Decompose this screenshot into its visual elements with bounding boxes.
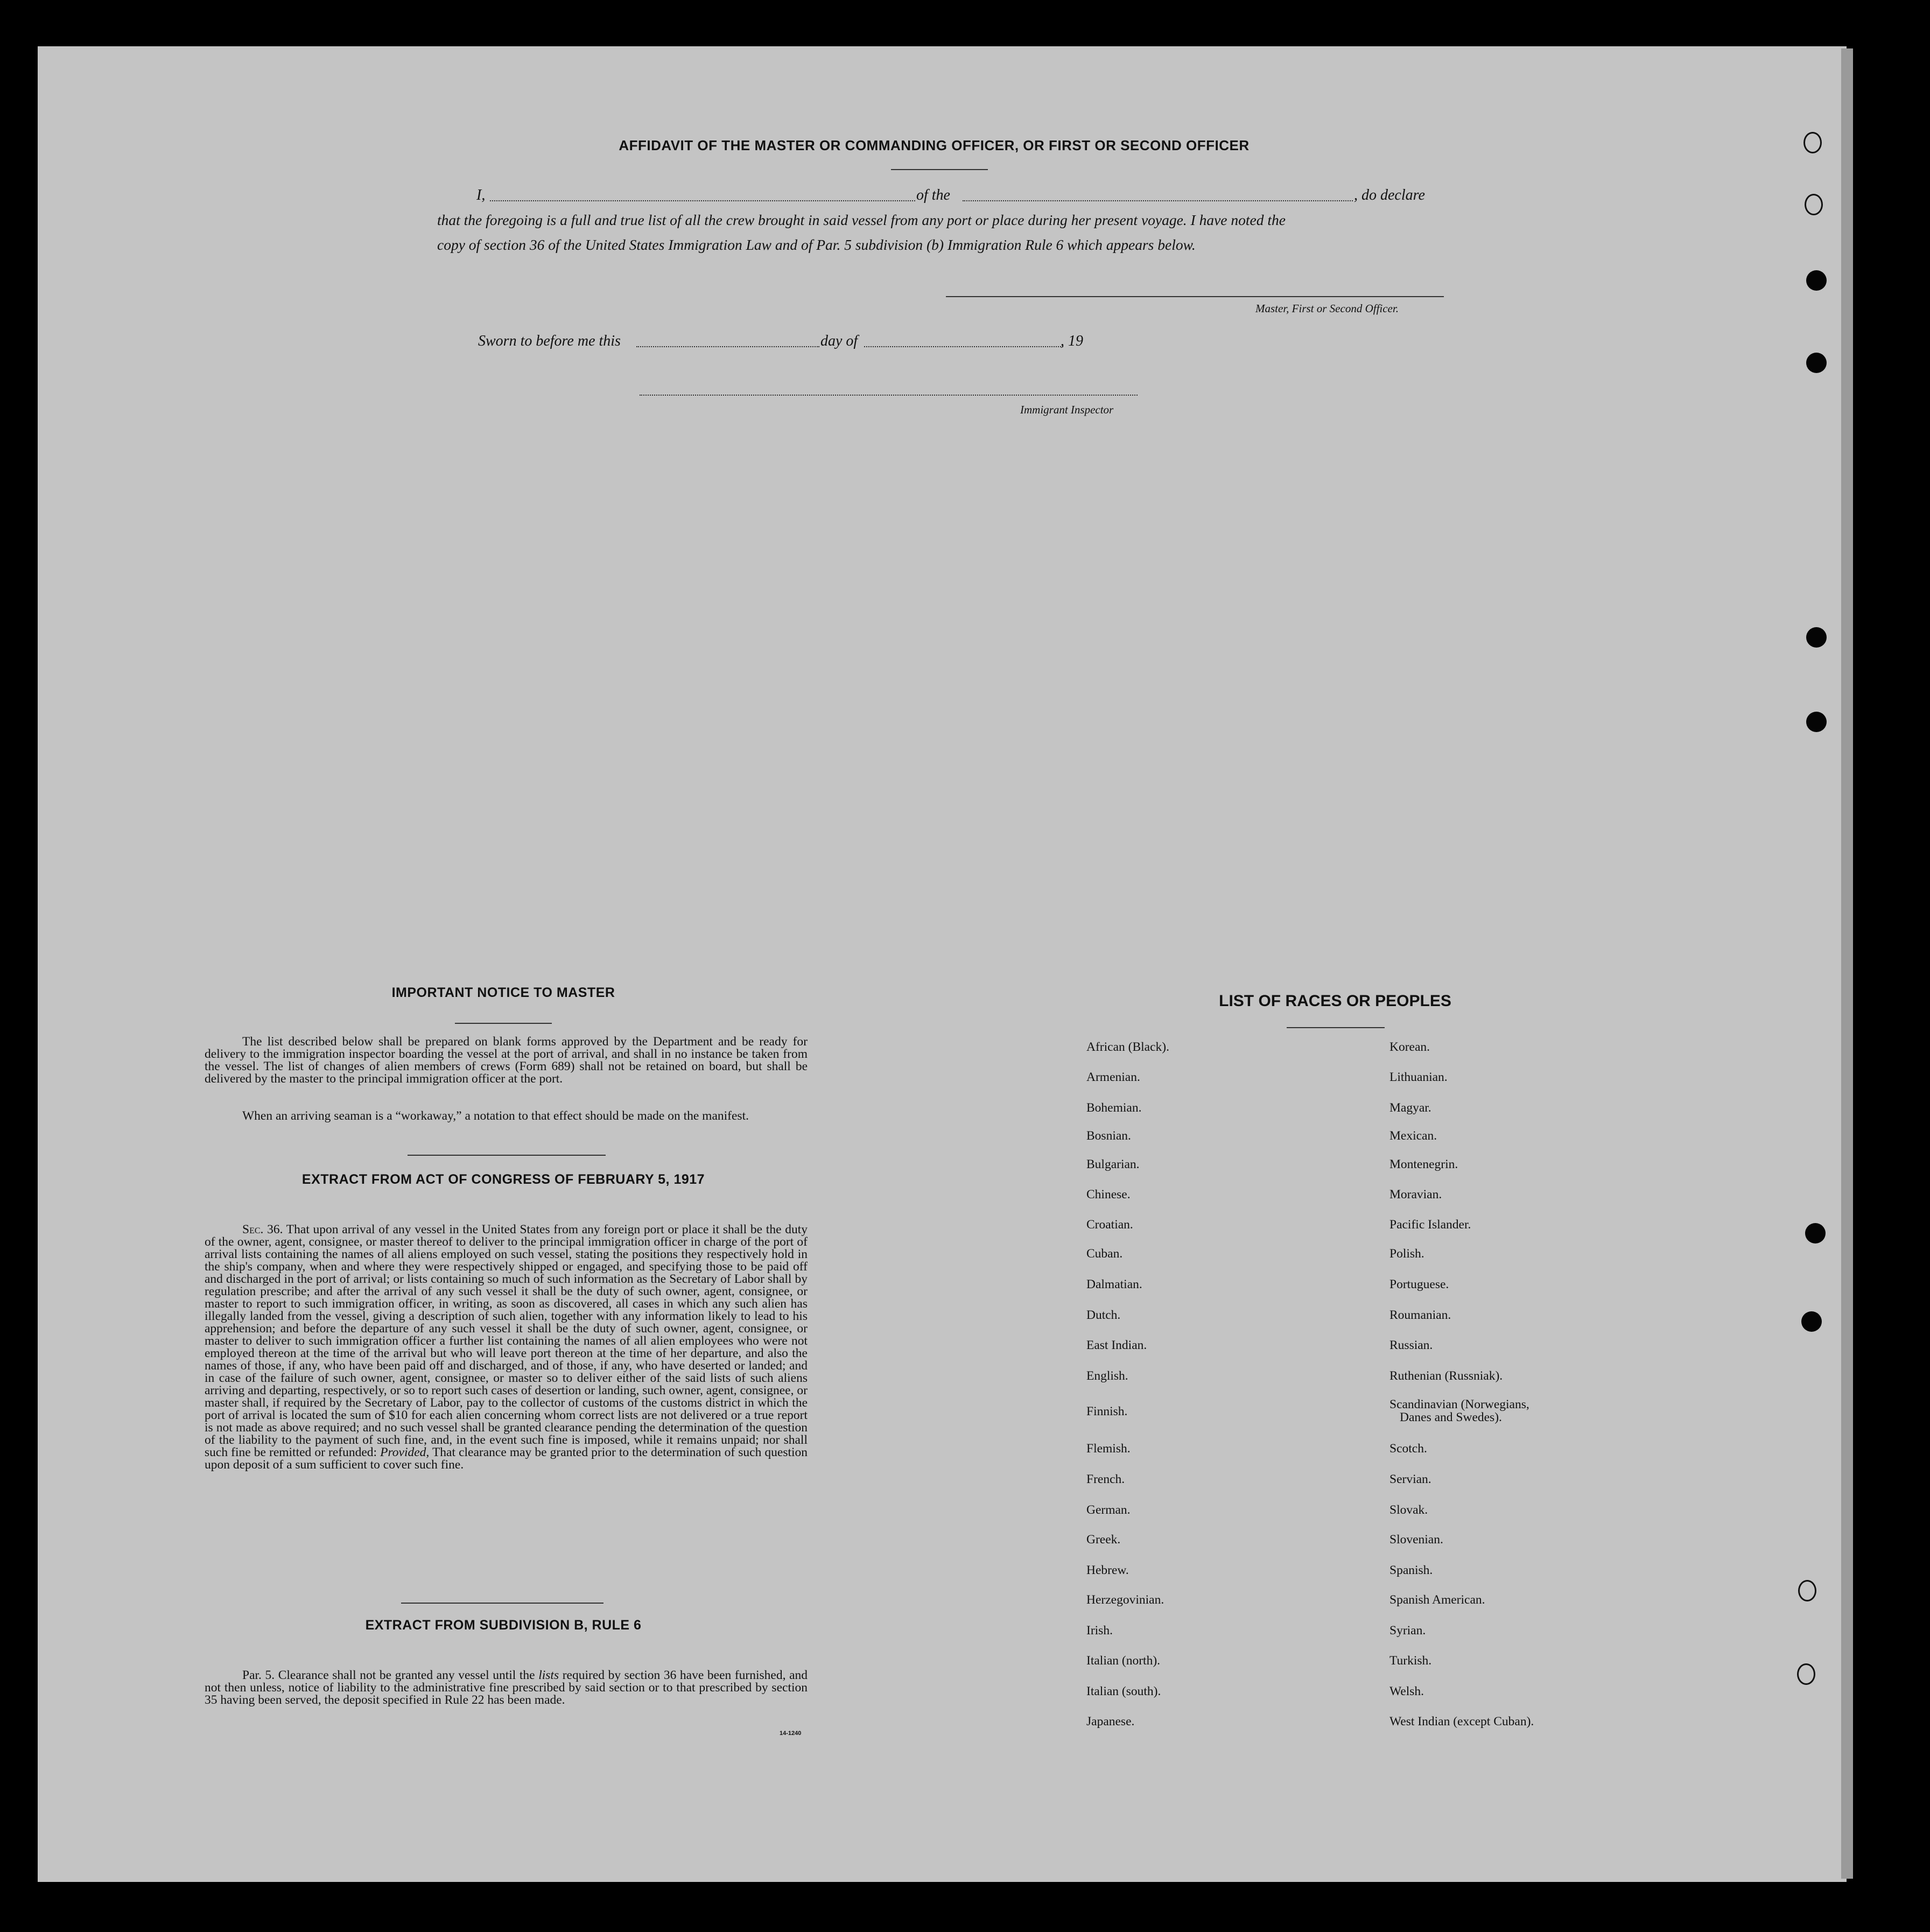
- form-page: [38, 46, 1847, 1882]
- race-item: Portuguese.: [1389, 1277, 1449, 1291]
- race-item: Polish.: [1389, 1247, 1424, 1261]
- binder-hole: [1806, 627, 1827, 648]
- race-item: Magyar.: [1389, 1101, 1431, 1115]
- race-item: Turkish.: [1389, 1654, 1432, 1668]
- affidavit-declare-label: , do declare: [1354, 187, 1425, 203]
- binder-hole: [1806, 353, 1827, 373]
- extract-act-title: EXTRACT FROM ACT OF CONGRESS OF FEBRUARY 5, 1917: [301, 1172, 705, 1187]
- affidavit-of-the-label: of the: [916, 187, 950, 203]
- extract-rule-title: EXTRACT FROM SUBDIVISION B, RULE 6: [365, 1618, 642, 1633]
- inspector-signature-line[interactable]: [640, 395, 1138, 396]
- race-item: French.: [1086, 1472, 1125, 1486]
- race-item: Russian.: [1389, 1338, 1433, 1352]
- race-item: Scandinavian (Norwegians,: [1389, 1397, 1529, 1411]
- race-item: Servian.: [1389, 1472, 1431, 1486]
- divider: [408, 1155, 606, 1156]
- race-item: Spanish.: [1389, 1563, 1433, 1577]
- year-label: , 19: [1061, 333, 1083, 349]
- rule-body-a: Par. 5. Clearance shall not be granted any vessel until the: [242, 1668, 535, 1682]
- binder-hole-open: [1803, 132, 1822, 153]
- page-edge: [1841, 48, 1853, 1879]
- day-of-label: day of: [820, 333, 858, 349]
- section-body: That upon arrival of any vessel in the United States from any foreign port or place it shall be the duty of the owner, agent, consignee, or master thereof to deliver to the principal immigration officer in charge of the port of arrival lists containing the names of all aliens employed on such vessel, stating the positions they respectively hold in the ship's company, when and where they were respectively shipped or engaged, and specifying those to be paid off and discharged in the port of arrival; or lists containing so much of such information as the Secretary of Labor shall by regulation prescribe; and after the arrival of any such vessel it shall be the duty of such owner, agent, consignee, or master to report to such immigration officer, in writing, as soon as discovered, all cases in which any such alien has illegally landed from the vessel, giving a description of such alien, together with any information likely to lead to his apprehension; and before the departure of any such vessel it shall be the duty of such owner, agent, consignee, or master to deliver to such immigration officer a further list containing the names of all alien employees who were not employed thereon at the time of the arrival but who will leave port thereon at the time of her departure, and also the names of those, if any, who have been paid off and discharged, and of those, if any, who have deserted or landed; and in case of the failure of such owner, agent, consignee, or master so to deliver either of the said lists of such aliens arriving and departing, respectively, or so to report such cases of desertion or landing, such owner, agent, consignee, or master shall, if required by the Secretary of Labor, pay to the collector of customs of the customs district in which the port of arrival is located the sum of $10 for each alien concerning whom correct lists are not delivered or a true report is not made as above required; and no such vessel shall be granted clearance pending the determination of the question of the liability to the payment of such fine, and, in the event such fine is imposed, while it remains unpaid; nor shall such fine be remitted or refunded:: [205, 1223, 808, 1459]
- divider: [455, 1023, 552, 1024]
- race-item: Korean.: [1389, 1040, 1430, 1054]
- divider: [1287, 1027, 1385, 1028]
- race-item: Japanese.: [1086, 1715, 1135, 1729]
- race-item: Herzegovinian.: [1086, 1593, 1164, 1607]
- inspector-signature-caption: Immigrant Inspector: [1020, 403, 1114, 416]
- rule-body-b: required by section 36 have been furnished, and not then unless, notice of liability to the administrative fine prescribed by said section or to that prescribed by section 35 having been served, the deposit specified in Rule 22 has been made.: [205, 1668, 808, 1707]
- form-number: 14-1240: [780, 1730, 802, 1737]
- race-item: Irish.: [1086, 1624, 1113, 1638]
- sworn-month-field[interactable]: [864, 346, 1063, 347]
- master-signature-caption: Master, First or Second Officer.: [1255, 302, 1399, 315]
- binder-hole: [1806, 712, 1827, 732]
- race-item: English.: [1086, 1369, 1128, 1383]
- master-name-field[interactable]: [490, 200, 915, 201]
- race-item: German.: [1086, 1503, 1131, 1517]
- master-signature-line[interactable]: [946, 296, 1444, 297]
- race-item: Dutch.: [1086, 1308, 1121, 1322]
- race-item: Montenegrin.: [1389, 1157, 1458, 1171]
- race-item: Scotch.: [1389, 1442, 1427, 1456]
- binder-hole-open: [1805, 194, 1823, 215]
- vessel-name-field[interactable]: [963, 200, 1353, 201]
- divider: [401, 1603, 603, 1604]
- section-body-end: That clearance may be granted prior to the determination of such question upon deposit of a sum sufficient to cover such fine.: [205, 1445, 808, 1472]
- binder-hole-open: [1798, 1580, 1816, 1601]
- race-item: Pacific Islander.: [1389, 1218, 1471, 1232]
- race-item: Slovenian.: [1389, 1533, 1443, 1547]
- race-item: Spanish American.: [1389, 1593, 1485, 1607]
- race-item: African (Black).: [1086, 1040, 1169, 1054]
- race-item: Italian (north).: [1086, 1654, 1161, 1668]
- race-item: Bulgarian.: [1086, 1157, 1140, 1171]
- race-item: East Indian.: [1086, 1338, 1147, 1352]
- race-item: Hebrew.: [1086, 1563, 1129, 1577]
- binder-hole: [1806, 270, 1827, 291]
- race-item: Croatian.: [1086, 1218, 1133, 1232]
- lists-word: lists: [538, 1668, 559, 1682]
- binder-hole: [1801, 1311, 1822, 1332]
- race-item: Syrian.: [1389, 1624, 1426, 1638]
- extract-act-text: [205, 1224, 808, 1471]
- race-item: Bohemian.: [1086, 1101, 1142, 1115]
- race-item: West Indian (except Cuban).: [1389, 1715, 1534, 1729]
- notice-paragraph-1: The list described below shall be prepared on blank forms approved by the Department and be ready for delivery to the immigration inspector boarding the vessel at the port of arrival, and shall in no instance be taken from the vessel. The list of changes of alien members of crews (Form 689) shall not be retained on board, but shall be delivered by the master to the principal immigration officer at the port.: [205, 1035, 808, 1086]
- sworn-label: Sworn to before me this: [478, 333, 621, 349]
- race-item: Italian (south).: [1086, 1684, 1161, 1698]
- affidavit-i-label: I,: [476, 187, 486, 203]
- divider: [891, 169, 988, 170]
- race-item: Slovak.: [1389, 1503, 1428, 1517]
- race-item: Lithuanian.: [1389, 1070, 1448, 1084]
- race-item: Welsh.: [1389, 1684, 1424, 1698]
- binder-hole-open: [1797, 1663, 1815, 1685]
- race-item: Roumanian.: [1389, 1308, 1451, 1322]
- affidavit-line-2: that the foregoing is a full and true list of all the crew brought in said vessel from any port or place during her present voyage. I have noted the: [437, 212, 1286, 228]
- race-item: Cuban.: [1086, 1247, 1123, 1261]
- affidavit-title: AFFIDAVIT OF THE MASTER OR COMMANDING OFFICER, OR FIRST OR SECOND OFFICER: [619, 137, 1250, 153]
- race-item-continuation: Danes and Swedes).: [1400, 1410, 1502, 1424]
- race-item: Dalmatian.: [1086, 1277, 1142, 1291]
- race-item: Moravian.: [1389, 1188, 1442, 1202]
- races-title: LIST OF RACES OR PEOPLES: [1219, 992, 1451, 1010]
- race-item: Ruthenian (Russniak).: [1389, 1369, 1503, 1383]
- binder-hole: [1805, 1223, 1826, 1243]
- section-label: Sec. 36.: [242, 1223, 283, 1237]
- extract-rule-text: [205, 1669, 808, 1706]
- race-item: Finnish.: [1086, 1404, 1128, 1418]
- provided-word: Provided,: [380, 1445, 430, 1459]
- affidavit-line-3: copy of section 36 of the United States Immigration Law and of Par. 5 subdivision (b) Immigration Rule 6 which appears below.: [437, 236, 1196, 253]
- race-item: Greek.: [1086, 1533, 1121, 1547]
- notice-paragraph-2: When an arriving seaman is a “workaway,” a notation to that effect should be made on the manifest.: [242, 1109, 749, 1123]
- race-item: Chinese.: [1086, 1188, 1131, 1202]
- race-item: Flemish.: [1086, 1442, 1131, 1456]
- sworn-day-field[interactable]: [636, 346, 819, 347]
- race-item: Mexican.: [1389, 1129, 1437, 1143]
- race-item: Armenian.: [1086, 1070, 1140, 1084]
- race-item: Bosnian.: [1086, 1129, 1131, 1143]
- notice-title: IMPORTANT NOTICE TO MASTER: [391, 985, 615, 1000]
